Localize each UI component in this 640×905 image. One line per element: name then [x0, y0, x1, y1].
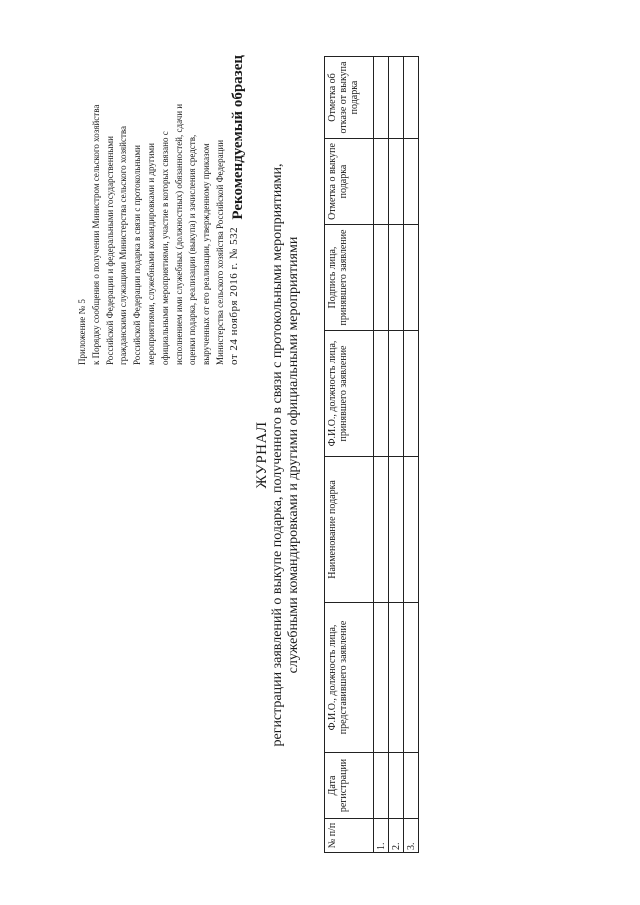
appendix-line: мероприятиями, служебными командировками и другими [145, 143, 156, 365]
table-cell [374, 331, 389, 457]
appendix-line: Министерства сельского хозяйства Российской Федерации [214, 139, 225, 365]
column-header-refusal-mark: Отметка об отказе от выкупа подарка [325, 57, 374, 139]
table-cell [404, 457, 419, 603]
table-cell [404, 225, 419, 331]
table-cell [374, 753, 389, 819]
table-row [374, 57, 389, 853]
table-cell [404, 753, 419, 819]
recommended-sample-label: Рекомендуемый образец [230, 55, 246, 220]
table-row [389, 57, 404, 853]
journal-title: ЖУРНАЛ [254, 421, 270, 489]
table-cell [374, 603, 389, 753]
column-header-buyout-mark: Отметка о выкупе подарка [325, 139, 374, 225]
appendix-line: к Порядку сообщения о получении Министром сельского хозяйства [90, 104, 101, 365]
appendix-line: исполнением ими служебных (должностных) обязанностей, сдачи и [173, 103, 184, 365]
table-cell [389, 457, 404, 603]
table-cell [374, 57, 389, 139]
appendix-line: оценки подарка, реализации (выкупа) и зачисления средств, [187, 134, 198, 365]
table-header-row [325, 57, 374, 853]
appendix-line: официальными мероприятиями, участие в которых связано с [159, 131, 170, 365]
column-header-submitter: Ф.И.О., должность лица, представившего заявление [325, 603, 374, 753]
row-number: 1. [374, 819, 389, 853]
column-header-date: Дата регистрации [325, 753, 374, 819]
row-number: 2. [389, 819, 404, 853]
journal-subtitle-line: регистрации заявлений о выкупе подарка, полученного в связи с протокольными мероприятиями, [270, 163, 285, 747]
table-cell [389, 331, 404, 457]
row-number: 3. [404, 819, 419, 853]
table-cell [374, 139, 389, 225]
journal-subtitle-line: служебными командировками и другими официальными мероприятиями [286, 236, 301, 674]
appendix-line: гражданскими служащими Министерства сельского хозяйства [118, 125, 129, 365]
document-sheet [70, 55, 420, 855]
table-cell [404, 603, 419, 753]
column-header-receiver: Ф.И.О., должность лица, принявшего заявление [325, 331, 374, 457]
appendix-line: Российской Федерации и федеральными государственными [104, 136, 115, 365]
table-cell [404, 139, 419, 225]
appendix-line: Приложение № 5 [77, 299, 87, 365]
appendix-line: вырученных от его реализации, утвержденному приказом [201, 143, 212, 365]
journal-heading [254, 55, 302, 855]
table-cell [404, 57, 419, 139]
appendix-date-line: от 24 ноября 2016 г. № 532 [227, 226, 240, 365]
column-header-gift-name: Наименование подарка [325, 457, 374, 603]
column-header-number: № п/п [325, 819, 374, 853]
table-cell [374, 225, 389, 331]
table-cell [374, 457, 389, 603]
appendix-note [76, 55, 242, 365]
table-cell [404, 331, 419, 457]
table-cell [389, 603, 404, 753]
table-cell [389, 57, 404, 139]
table-row [404, 57, 419, 853]
appendix-line: Российской Федерации подарка в связи с протокольными [132, 145, 143, 365]
table-cell [389, 753, 404, 819]
column-header-signature: Подпись лица, принявшего заявление [325, 225, 374, 331]
table-cell [389, 225, 404, 331]
table-cell [389, 139, 404, 225]
register-table [324, 56, 419, 853]
